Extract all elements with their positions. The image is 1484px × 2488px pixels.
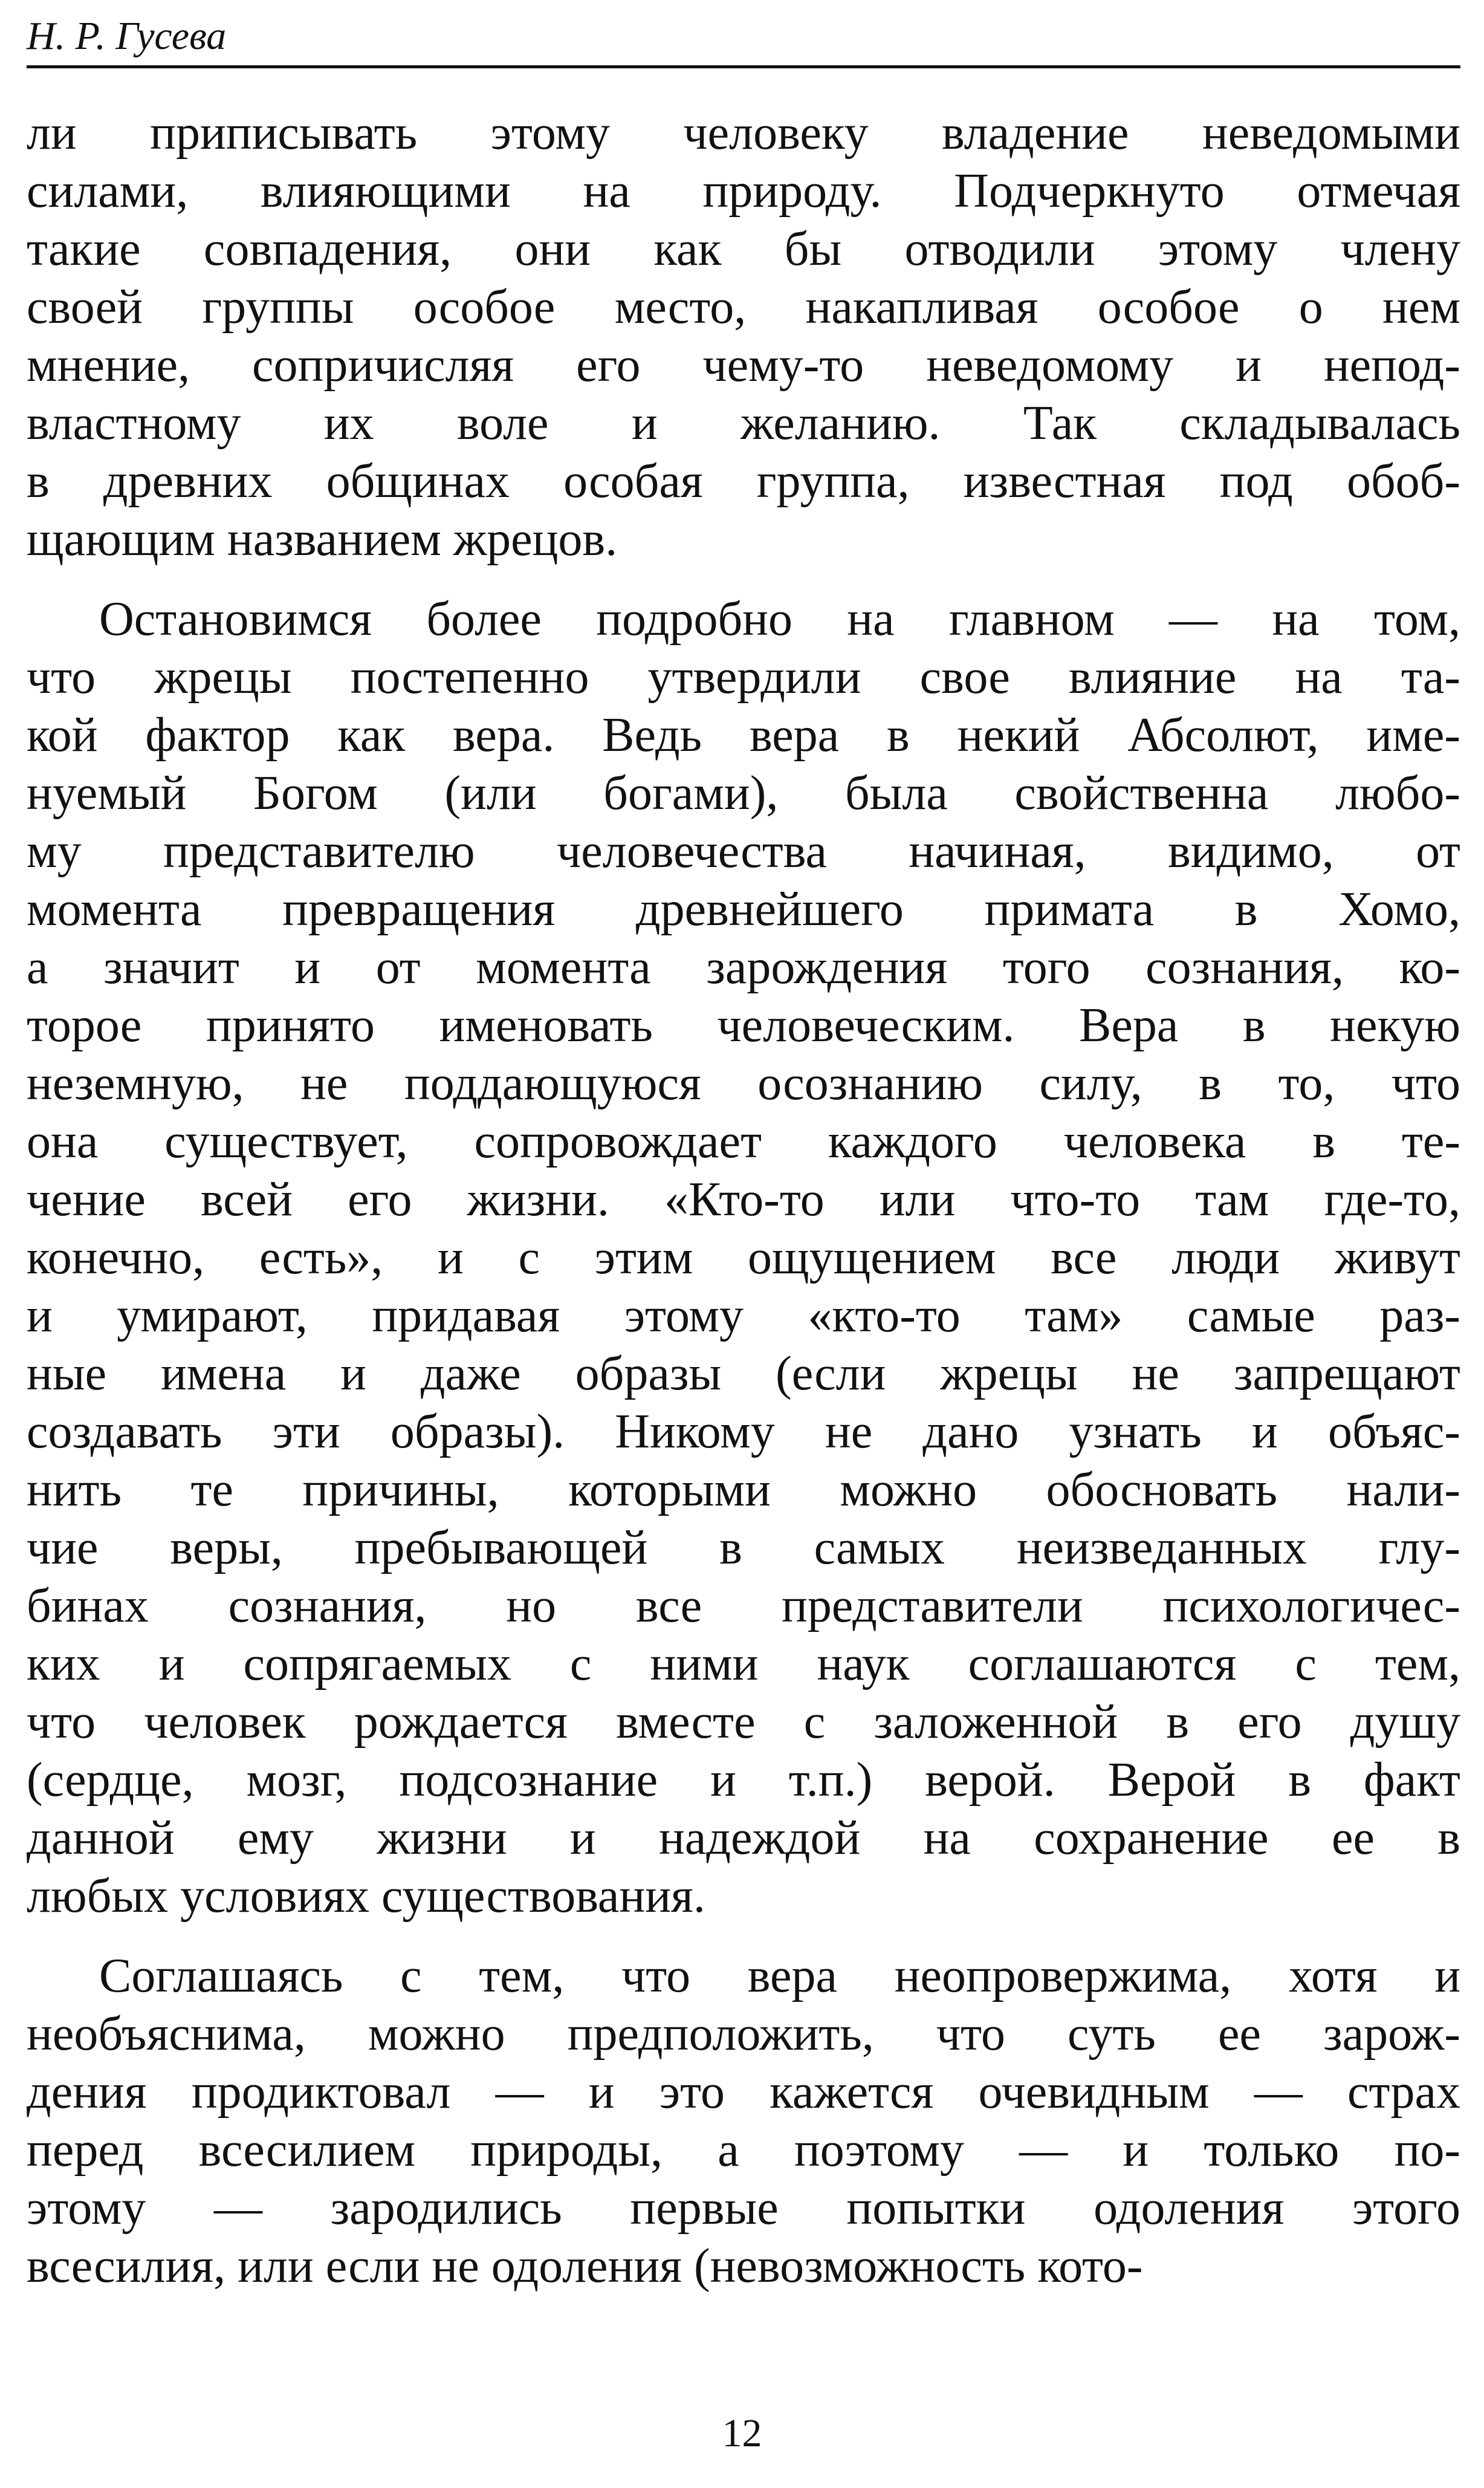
text-line: а значит и от момента зарождения того сознания, ко- xyxy=(27,941,1460,994)
paragraph-gap xyxy=(27,568,1460,590)
text-line: властному их воле и желанию. Так складывалась xyxy=(27,397,1460,450)
text-line: в древних общинах особая группа, известная под обоб- xyxy=(27,455,1460,508)
text-line: что жрецы постепенно утвердили свое влияние на та- xyxy=(27,651,1460,704)
page-number: 12 xyxy=(722,2411,762,2455)
paragraph-gap xyxy=(27,1925,1460,1947)
text-line: дения продиктовал — и это кажется очевидным — страх xyxy=(27,2065,1460,2119)
text-line: ких и сопрягаемых с ними наук соглашаются с тем, xyxy=(27,1637,1460,1691)
text-line: торое принято именовать человеческим. Вера в некую xyxy=(27,999,1460,1052)
text-line: создавать эти образы). Никому не дано узнать и объяс- xyxy=(27,1405,1460,1458)
running-header xyxy=(27,11,1460,68)
text-line: чение всей его жизни. «Кто-то или что-то там где-то, xyxy=(27,1173,1460,1226)
text-line: нить те причины, которыми можно обосновать нали- xyxy=(27,1463,1460,1516)
text-line: Соглашаясь с тем, что вера неопровержима, хотя и xyxy=(99,1949,1460,2002)
body-text xyxy=(27,104,1460,2295)
text-line: Остановимся более подробно на главном — на том, xyxy=(99,593,1460,646)
text-line: любых условиях существования. xyxy=(27,1869,705,1923)
text-line: такие совпадения, они как бы отводили этому члену xyxy=(27,222,1460,276)
text-line: му представителю человечества начиная, видимо, от xyxy=(27,825,1460,878)
text-line: мнение, сопричисляя его чему-то неведомому и непод- xyxy=(27,339,1460,392)
paragraph xyxy=(27,1947,1460,2295)
text-line: нуемый Богом (или богами), была свойственна любо- xyxy=(27,767,1460,820)
text-line: она существует, сопровождает каждого человека в те- xyxy=(27,1115,1460,1168)
text-line: ли приписывать этому человеку владение неведомыми xyxy=(27,106,1460,160)
text-line: всесилия, или если не одоления (невозможность кото- xyxy=(27,2240,1143,2293)
text-line: щающим названием жрецов. xyxy=(27,513,618,566)
paragraph xyxy=(27,590,1460,1925)
text-line: ные имена и даже образы (если жрецы не запрещают xyxy=(27,1347,1460,1400)
text-line: бинах сознания, но все представители психологичес- xyxy=(27,1579,1460,1632)
text-line: конечно, есть», и с этим ощущением все люди живут xyxy=(27,1231,1460,1284)
text-line: момента превращения древнейшего примата в Хомо, xyxy=(27,883,1460,936)
text-line: этому — зародились первые попытки одоления этого xyxy=(27,2181,1460,2235)
text-line: силами, влияющими на природу. Подчеркнуто отмечая xyxy=(27,164,1460,218)
paragraph xyxy=(27,104,1460,568)
text-line: неземную, не поддающуюся осознанию силу, в то, что xyxy=(27,1057,1460,1110)
text-line: перед всесилием природы, а поэтому — и только по- xyxy=(27,2123,1460,2177)
text-line: и умирают, придавая этому «кто-то там» самые раз- xyxy=(27,1289,1460,1342)
text-line: (сердце, мозг, подсознание и т.п.) верой. Верой в факт xyxy=(27,1753,1460,1807)
author-name: Н. Р. Гусева xyxy=(27,14,227,58)
text-line: что человек рождается вместе с заложенной в его душу xyxy=(27,1695,1460,1749)
text-line: своей группы особое место, накапливая особое о нем xyxy=(27,281,1460,334)
text-line: чие веры, пребывающей в самых неизведанных глу- xyxy=(27,1521,1460,1574)
text-line: данной ему жизни и надеждой на сохранение ее в xyxy=(27,1811,1460,1865)
text-line: кой фактор как вера. Ведь вера в некий Абсолют, име- xyxy=(27,709,1460,762)
text-line: необъяснима, можно предположить, что суть ее зарож- xyxy=(27,2007,1460,2061)
